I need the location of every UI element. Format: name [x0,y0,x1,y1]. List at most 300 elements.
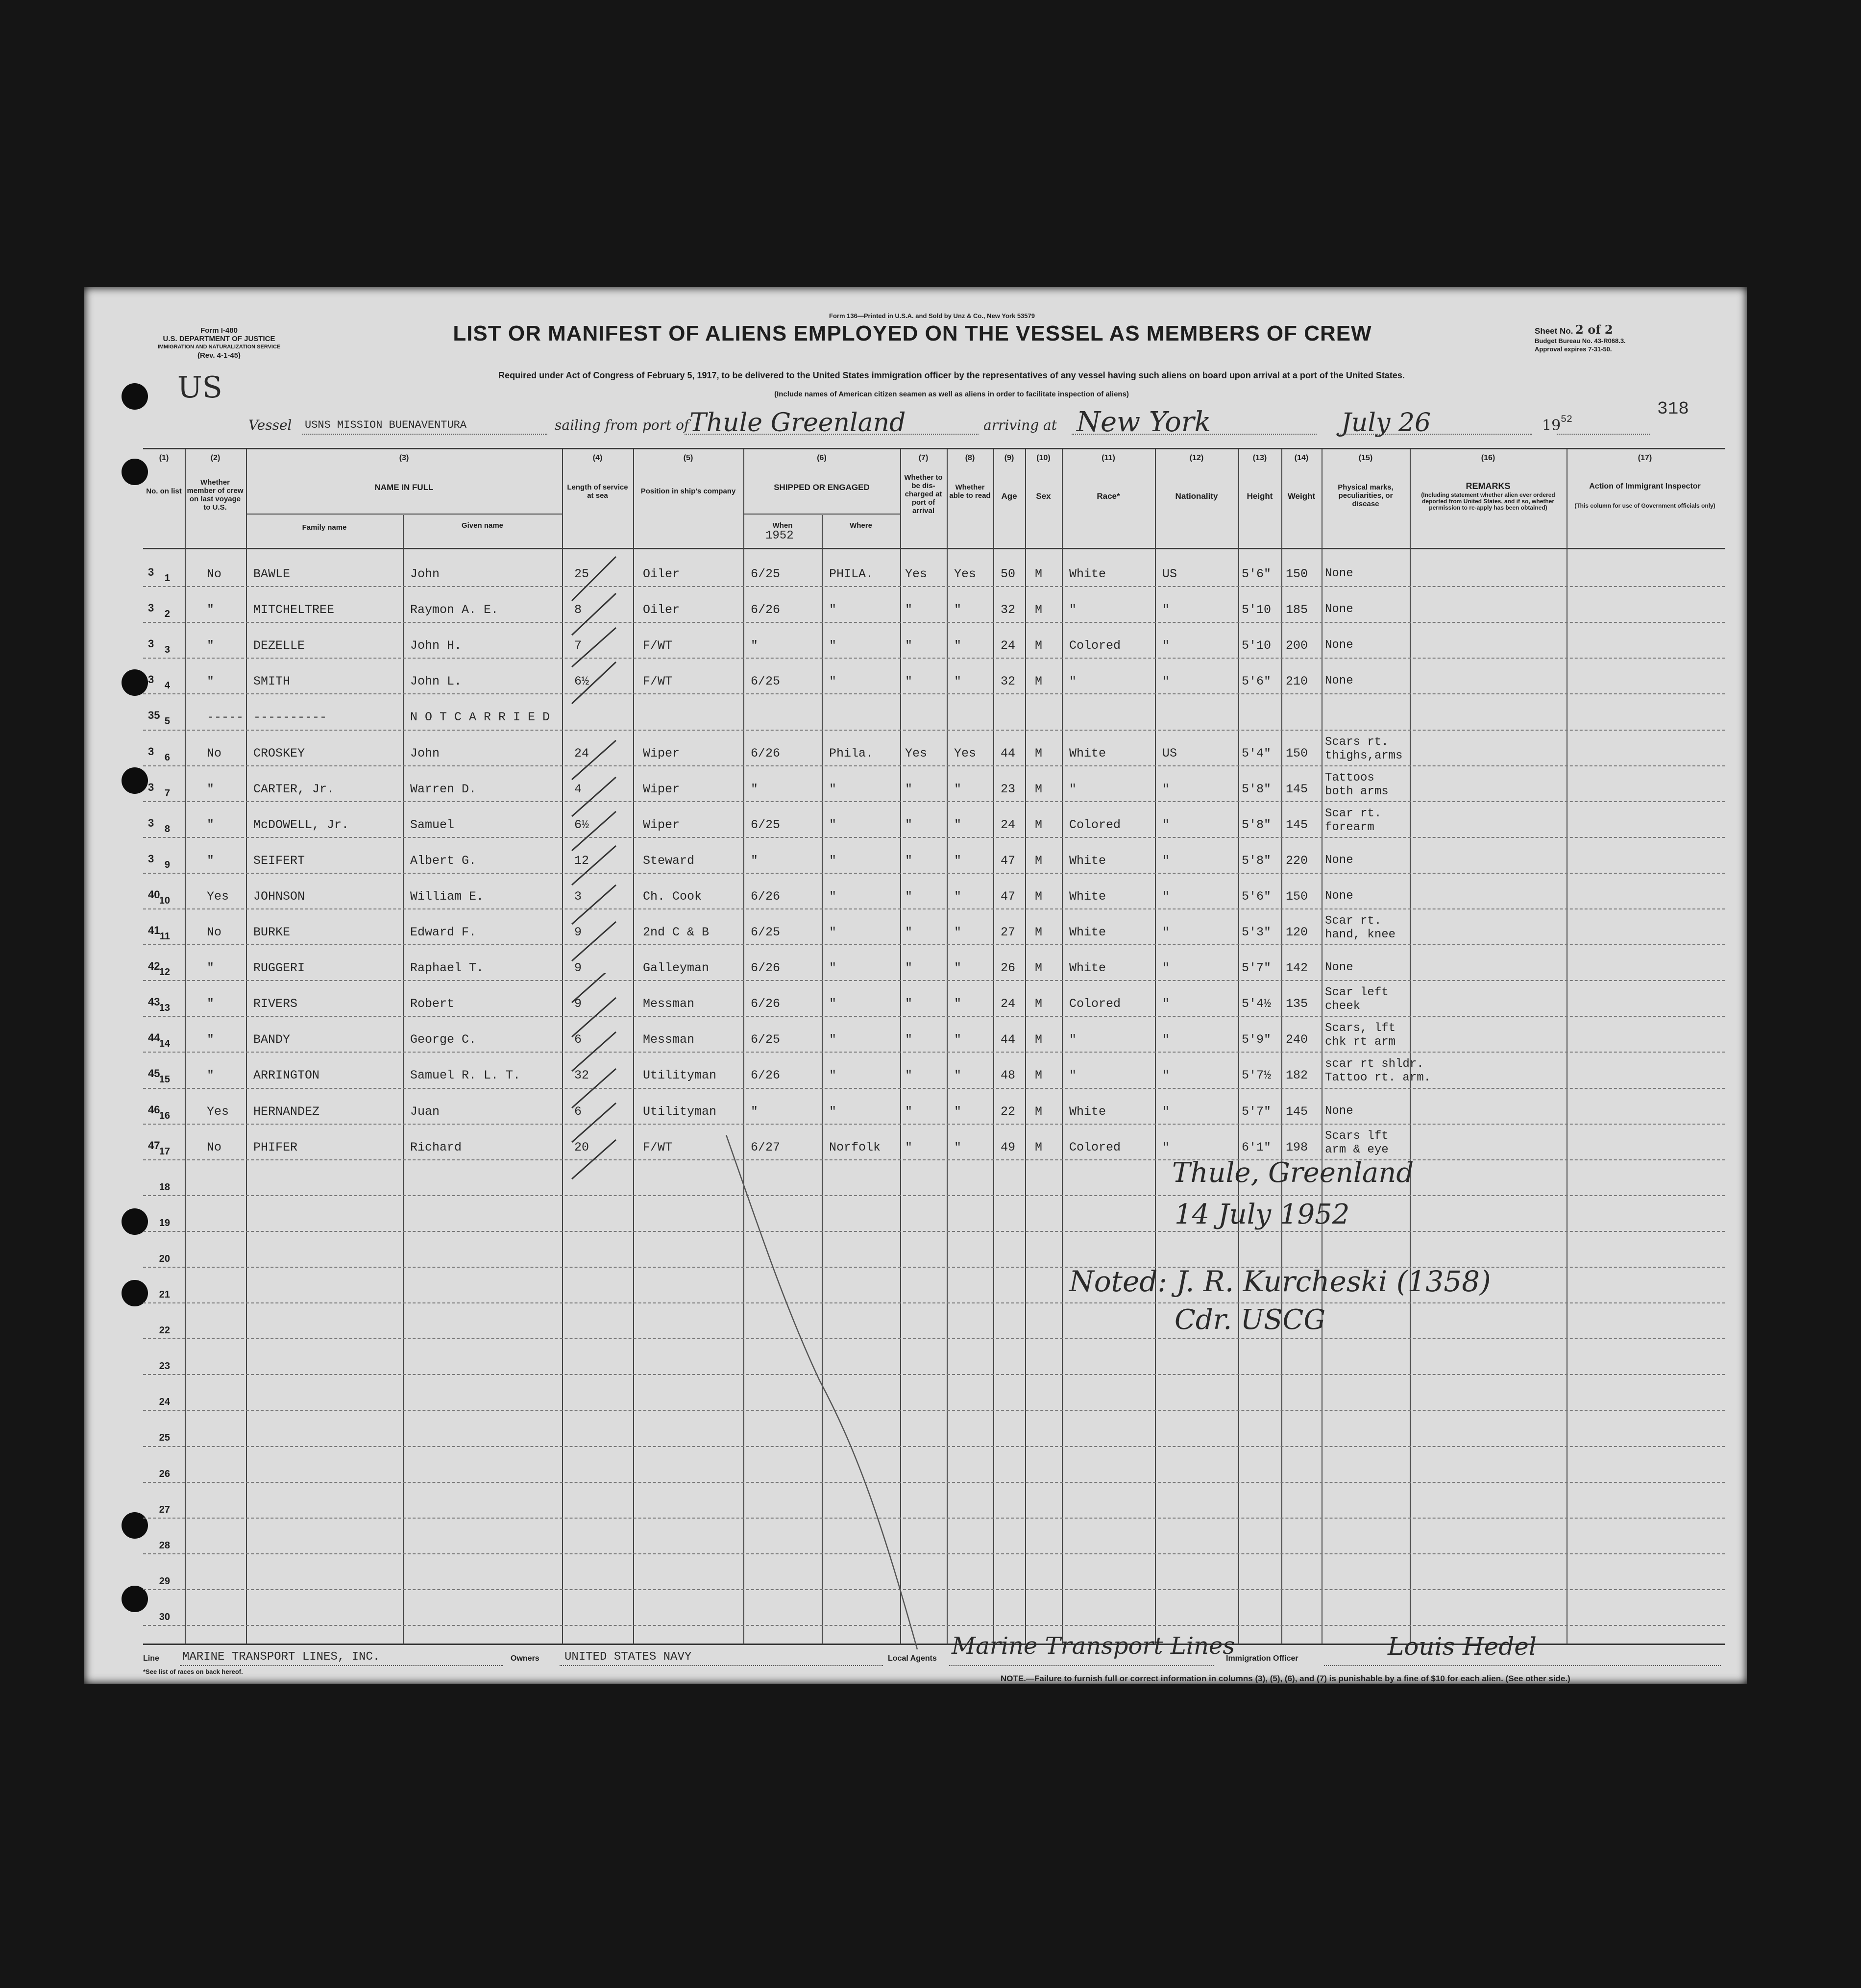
row-number: 12 [159,967,170,978]
cell-race: White [1069,853,1106,868]
cell-physical-marks [1325,914,1396,942]
cell-given: John [410,746,440,761]
cell-weight: 240 [1286,1032,1308,1047]
cell-age: 24 [1001,817,1016,832]
cell-position: F/WT [643,1140,673,1154]
cell-dis: " [905,817,913,832]
cell-age: 47 [1001,853,1016,868]
cell-nat: " [1162,1068,1170,1083]
cell-read: " [954,853,962,868]
row-number: 15 [159,1074,170,1085]
cell-nat: " [1162,674,1170,689]
year-suffix: 52 [1561,414,1573,425]
cell-read: " [954,1068,962,1083]
row-number: 19 [159,1217,170,1228]
cell-physical-marks [1325,854,1353,867]
include-note: (Include names of American citizen seamen as well as aliens in order to facilitate inspection of aliens) [774,390,1129,398]
row-prefix-number: 46 [148,1103,160,1116]
header-age: Age [1001,491,1017,501]
cell-physical-marks [1325,638,1353,652]
row-rule [143,1016,1725,1017]
cell-service: 7 [574,638,582,653]
cell-given: Samuel R. L. T. [410,1068,521,1083]
cell-service: 24 [574,746,589,761]
cell-given: Richard [410,1140,462,1154]
cell-physical-marks [1325,1104,1353,1118]
header-length-service: Length of service at sea [567,483,628,500]
cell-weight: 145 [1286,1104,1308,1119]
row-number: 27 [159,1504,170,1515]
header-discharged: Whether to be dis-charged at port of arrival [904,473,943,515]
cell-given: John [410,567,440,581]
row-number: 18 [159,1181,170,1193]
sailing-port: Thule Greenland [689,408,906,438]
row-number: 1 [164,573,170,584]
cell-race: White [1069,889,1106,904]
physical-marks-line: None [1325,638,1353,652]
cell-race: Colored [1069,817,1121,832]
cell-sex: M [1035,1104,1043,1119]
cell-where: Norfolk [829,1140,881,1154]
cell-sex: M [1035,889,1043,904]
row-rule [143,1231,1725,1232]
punch-hole [122,383,148,410]
cell-where: " [829,925,837,939]
cell-physical-marks [1325,986,1389,1013]
row-number: 9 [164,859,170,870]
row-number: 21 [159,1289,170,1300]
cell-nat: " [1162,1140,1170,1154]
cell-when: 6/25 [751,567,781,581]
physical-marks-line: hand, knee [1325,928,1396,941]
header-remarks: REMARKS [1466,481,1511,491]
cell-last: " [207,638,215,653]
cell-dis: " [905,997,913,1011]
cell-age: 22 [1001,1104,1016,1119]
col-num: (13) [1252,454,1267,462]
arriving-label: arriving at [983,417,1057,433]
required-statement: Required under Act of Congress of February 5, 1917, to be delivered to the United States immigration officer by the representatives of any vessel having such aliens on board upon arrival at a port of the United States. [498,370,1405,380]
cell-read: " [954,889,962,904]
cell-dis: " [905,638,913,653]
service-tally-marks-lower [562,973,633,1199]
cell-physical-marks [1325,1022,1396,1049]
punch-hole [122,459,148,485]
row-number: 11 [159,931,170,942]
cell-position: Oiler [643,567,680,581]
header-nationality: Nationality [1175,491,1218,501]
cell-height: 5'7" [1242,1104,1272,1119]
cell-position: Ch. Cook [643,889,702,904]
header-last-voyage: Whether member of crew on last voyage to U.S. [187,478,244,512]
row-prefix-number: 3 [148,781,154,793]
cell-service: 8 [574,603,582,617]
cell-position: F/WT [643,638,673,653]
cell-dis: Yes [905,746,928,761]
cell-sex: M [1035,925,1043,939]
header-no-on-list: No. on list [146,487,182,495]
service-tally-marks [562,547,633,976]
row-number: 13 [159,1003,170,1014]
cell-height: 5'8" [1242,817,1272,832]
cell-family: BAWLE [253,567,291,581]
row-rule [143,1446,1725,1447]
cell-read: " [954,638,962,653]
cell-nat: " [1162,817,1170,832]
cell-family: ARRINGTON [253,1068,320,1083]
cell-position: Messman [643,1032,695,1047]
physical-marks-line: both arms [1325,785,1389,798]
cell-sex: M [1035,1140,1043,1154]
col-num: (9) [1004,454,1014,462]
row-number: 10 [159,895,170,906]
cell-last: Yes [207,1104,229,1119]
cell-when: " [751,782,759,796]
cell-service: 6½ [574,817,589,832]
cell-last: " [207,1032,215,1047]
row-number: 29 [159,1575,170,1587]
cell-nat: " [1162,1104,1170,1119]
cell-position: Wiper [643,817,680,832]
cell-when: 6/25 [751,674,781,689]
cell-dis: " [905,961,913,976]
cell-race: White [1069,746,1106,761]
cell-when: 6/26 [751,889,781,904]
cell-family: MITCHELTREE [253,603,335,617]
year-prefix: 19 [1542,417,1561,434]
cell-where: " [829,638,837,653]
cell-where: " [829,889,837,904]
cell-given: John L. [410,674,462,689]
cell-when: 6/25 [751,925,781,939]
cell-weight: 142 [1286,961,1308,976]
row-rule [143,1338,1725,1339]
cell-age: 27 [1001,925,1016,939]
cell-given: Raymon A. E. [410,603,499,617]
cell-position: Steward [643,853,695,868]
row-number: 16 [159,1110,170,1121]
cell-last: " [207,603,215,617]
physical-marks-line: Scars rt. [1325,735,1389,749]
cell-age: 24 [1001,997,1016,1011]
cell-race: " [1069,1032,1077,1047]
cell-service: 20 [574,1140,589,1154]
cell-family: SEIFERT [253,853,305,868]
row-number: 7 [164,787,170,799]
cell-sex: M [1035,746,1043,761]
cell-given: Samuel [410,817,455,832]
cell-physical-marks [1325,603,1353,616]
cell-race: White [1069,567,1106,581]
physical-marks-line: Scar rt. [1325,807,1382,820]
cell-last: No [207,567,222,581]
physical-marks-line: None [1325,853,1353,867]
cell-race: Colored [1069,1140,1121,1154]
annotation-noted: Noted: J. R. Kurcheski (1358) [1069,1265,1491,1298]
cell-last: " [207,674,215,689]
cell-when: 6/26 [751,997,781,1011]
row-rule [143,1302,1725,1303]
cell-weight: 220 [1286,853,1308,868]
cell-when: 6/25 [751,1032,781,1047]
cell-service: 12 [574,853,589,868]
cell-where: " [829,817,837,832]
cell-nat: US [1162,746,1177,761]
header-shipped: SHIPPED OR ENGAGED [774,483,870,492]
row-rule [143,1410,1725,1411]
cell-weight: 120 [1286,925,1308,939]
physical-marks-line: None [1325,603,1353,616]
footer-races-note: *See list of races on back hereof. [143,1668,243,1675]
cell-sex: M [1035,1032,1043,1047]
col-num: (7) [918,454,929,462]
cell-race: White [1069,1104,1106,1119]
cell-last: Yes [207,889,229,904]
row-prefix-number: 45 [148,1067,160,1080]
cell-dis: " [905,1104,913,1119]
cell-age: 44 [1001,746,1016,761]
punch-hole [122,1512,148,1539]
physical-marks-line: None [1325,889,1353,903]
row-rule [143,1124,1725,1125]
row-rule [143,1195,1725,1196]
header-race: Race* [1097,491,1120,501]
cell-position: Wiper [643,746,680,761]
sheet-label: Sheet No. [1535,326,1573,336]
row-rule [143,1589,1725,1590]
cell-age: 24 [1001,638,1016,653]
header-inspector-note: (This column for use of Government officials only) [1574,502,1715,509]
cell-when: 6/26 [751,603,781,617]
cell-height: 5'8" [1242,782,1272,796]
cell-read: " [954,817,962,832]
printer-line: Form 136—Printed in U.S.A. and Sold by Unz & Co., New York 53579 [829,312,1035,319]
cell-where: PHILA. [829,567,874,581]
col-num: (3) [399,454,409,462]
cell-sex: M [1035,1068,1043,1083]
cell-age: 47 [1001,889,1016,904]
col-num: (10) [1036,454,1051,462]
cell-dis: Yes [905,567,928,581]
row-rule [143,622,1725,623]
manifest-sheet [84,287,1747,1684]
footer-agents-signature: Marine Transport Lines [952,1632,1235,1660]
cell-sex: M [1035,603,1043,617]
header-height: Height [1247,491,1273,501]
row-rule [143,1553,1725,1554]
cell-where: " [829,961,837,976]
cell-service: 25 [574,567,589,581]
cell-read: " [954,925,962,939]
header-position: Position in ship's company [640,487,736,495]
cell-service: 4 [574,782,582,796]
col-num: (5) [683,454,693,462]
cell-last: No [207,1140,222,1154]
cell-read: " [954,603,962,617]
cell-height: 5'6" [1242,567,1272,581]
row-prefix-number: 3 [148,745,154,758]
form-id: Form I-480 [200,326,238,335]
footer-agents-label: Local Agents [888,1654,937,1663]
cell-physical-marks [1325,771,1389,799]
cell-race: White [1069,961,1106,976]
row-number: 8 [164,823,170,834]
cell-dis: " [905,853,913,868]
row-number: 30 [159,1611,170,1622]
cell-given: Albert G. [410,853,477,868]
header-family-name: Family name [302,523,347,532]
cell-nat: " [1162,638,1170,653]
cell-read: " [954,1104,962,1119]
form-revision: (Rev. 4-1-45) [197,351,241,360]
row-number: 25 [159,1432,170,1444]
row-rule [143,765,1725,766]
col-num: (12) [1189,454,1204,462]
cell-when: 6/26 [751,1068,781,1083]
row-rule [143,944,1725,945]
cell-read: Yes [954,567,977,581]
cell-race: " [1069,603,1077,617]
header-given-name: Given name [461,521,504,530]
header-weight: Weight [1287,491,1316,501]
cell-race: Colored [1069,997,1121,1011]
service-name: IMMIGRATION AND NATURALIZATION SERVICE [157,344,281,350]
cell-dis: " [905,925,913,939]
row-prefix-number: 3 [148,566,154,578]
cell-family: McDOWELL, Jr. [253,817,349,832]
cell-age: 32 [1001,674,1016,689]
cell-age: 26 [1001,961,1016,976]
row-rule [143,1088,1725,1089]
cell-last: No [207,925,222,939]
col-num: (1) [159,454,169,462]
cell-sex: M [1035,567,1043,581]
cell-height: 5'9" [1242,1032,1272,1047]
physical-marks-line: None [1325,1104,1353,1118]
cell-read: " [954,997,962,1011]
row-rule [143,801,1725,802]
cell-read: " [954,782,962,796]
cell-given: John H. [410,638,462,653]
row-rule [143,873,1725,874]
physical-marks-line: Tattoos [1325,771,1374,785]
cell-dis: " [905,1140,913,1154]
annotation-date: 14 July 1952 [1175,1199,1350,1230]
cell-weight: 182 [1286,1068,1308,1083]
physical-marks-line: forearm [1325,820,1374,834]
footer-line-label: Line [143,1654,159,1663]
cell-height: 5'8" [1242,853,1272,868]
cell-service: 6 [574,1104,582,1119]
row-rule [143,980,1725,981]
sheet-value: 2 of 2 [1575,322,1613,337]
department: U.S. DEPARTMENT OF JUSTICE [163,335,275,343]
row-rule [143,1482,1725,1483]
cell-race: " [1069,674,1077,689]
cell-age: 49 [1001,1140,1016,1154]
cell-position: Utilityman [643,1068,717,1083]
cell-given: William E. [410,889,484,904]
col-num: (8) [965,454,975,462]
physical-marks-line: chk rt arm [1325,1035,1396,1049]
cell-family: RUGGERI [253,961,305,976]
cell-age: 44 [1001,1032,1016,1047]
cell-when: 6/26 [751,746,781,761]
header-when: When [772,521,793,530]
table-top-rule [143,448,1725,449]
cell-nat: " [1162,603,1170,617]
cell-nat: " [1162,961,1170,976]
cell-family: ---------- [253,710,327,725]
cell-weight: 145 [1286,817,1308,832]
cell-weight: 150 [1286,567,1308,581]
footer-owners-value: UNITED STATES NAVY [564,1650,692,1664]
cell-service: 9 [574,925,582,939]
row-rule [143,1052,1725,1053]
cell-position: Utilityman [643,1104,717,1119]
physical-marks-line: scar rt shldr. [1325,1057,1424,1071]
cell-height: 5'4½ [1242,997,1272,1011]
col-num: (16) [1481,454,1495,462]
cell-nat: US [1162,567,1177,581]
cell-read: " [954,1032,962,1047]
cell-last: " [207,997,215,1011]
cell-age: 50 [1001,567,1016,581]
cell-family: BURKE [253,925,291,939]
col-num: (6) [817,454,827,462]
cell-position: Oiler [643,603,680,617]
cell-dis: " [905,603,913,617]
sailing-label: sailing from port of [555,417,689,433]
cell-family: PHIFER [253,1140,298,1154]
cell-where: " [829,603,837,617]
cell-age: 23 [1001,782,1016,796]
cell-height: 5'10 [1242,603,1272,617]
cell-age: 48 [1001,1068,1016,1083]
cell-sex: M [1035,782,1043,796]
row-prefix-number: 47 [148,1139,160,1152]
cell-when: " [751,1104,759,1119]
col-num: (4) [592,454,603,462]
physical-marks-line: thighs,arms [1325,749,1403,762]
cell-nat: " [1162,925,1170,939]
cell-race: " [1069,782,1077,796]
cell-service: 6 [574,1032,582,1047]
cell-race: White [1069,925,1106,939]
cell-position: Messman [643,997,695,1011]
cell-family: HERNANDEZ [253,1104,320,1119]
row-prefix-number: 3 [148,602,154,614]
cell-height: 5'6" [1242,889,1272,904]
annotation-place: Thule, Greenland [1172,1157,1414,1189]
cell-last: " [207,853,215,868]
footer-penalty-note: NOTE.—Failure to furnish full or correct information in columns (3), (5), (6), and (7) is punishable by a fine of $10 for each alien. (See other side.) [1001,1674,1570,1683]
header-able-to-read: Whether able to read [949,483,991,500]
row-number: 14 [159,1038,170,1050]
approval-expiry: Approval expires 7-31-50. [1535,345,1612,353]
col-num: (14) [1294,454,1309,462]
cell-last: " [207,782,215,796]
cell-service: 9 [574,997,582,1011]
cell-height: 5'3" [1242,925,1272,939]
cell-height: 5'4" [1242,746,1272,761]
row-rule [143,1159,1725,1160]
row-number: 6 [164,752,170,763]
header-when-year: 1952 [765,529,794,542]
vessel-line [248,406,1650,438]
footer-owners-label: Owners [511,1654,539,1663]
cell-position: F/WT [643,674,673,689]
